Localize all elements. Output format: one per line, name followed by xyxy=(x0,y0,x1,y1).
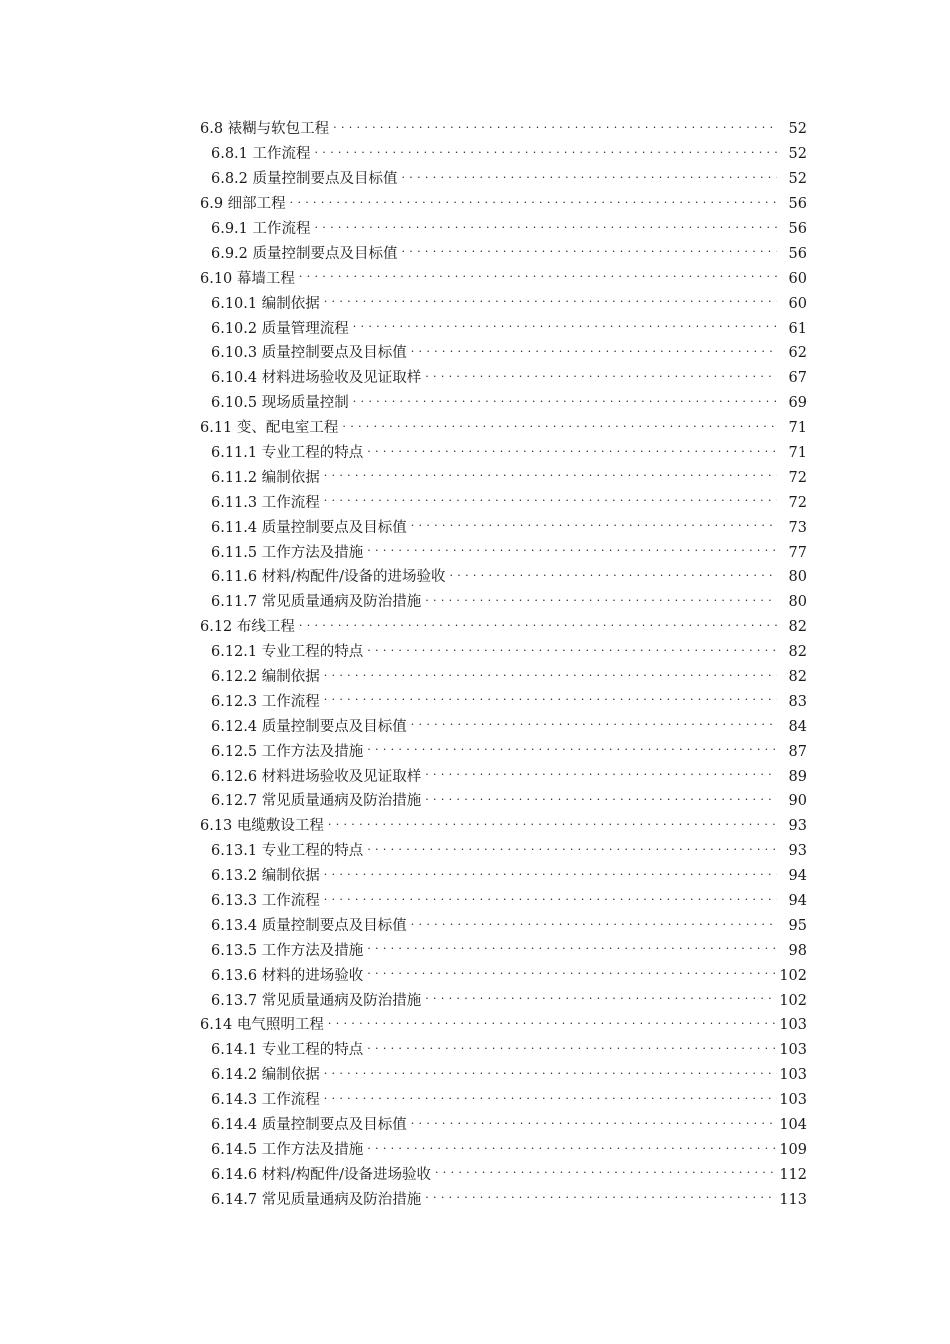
toc-entry-31[interactable] xyxy=(200,888,807,913)
toc-entry-19[interactable] xyxy=(200,589,807,614)
toc-leader-dots xyxy=(402,166,777,183)
toc-entry-page-number: 93 xyxy=(788,843,807,860)
toc-entry-title: 6.14.2 编制依据 xyxy=(211,1067,320,1084)
toc-leader-dots xyxy=(450,564,778,581)
toc-entry-38[interactable] xyxy=(200,1062,807,1087)
toc-entry-page-number: 103 xyxy=(779,1092,807,1109)
toc-entry-title: 6.12.6 材料进场验收及见证取样 xyxy=(211,768,422,785)
toc-entry-title: 6.13.3 工作流程 xyxy=(211,893,320,909)
toc-entry-title: 6.9.2 质量控制要点及目标值 xyxy=(211,245,398,262)
toc-leader-dots xyxy=(367,539,777,556)
toc-leader-dots xyxy=(367,1037,777,1054)
toc-entry-title: 6.11.3 工作流程 xyxy=(211,494,320,511)
toc-leader-dots xyxy=(353,390,777,407)
toc-leader-dots xyxy=(315,216,777,233)
toc-entry-page-number: 52 xyxy=(788,171,807,188)
toc-entry-title: 6.9.1 工作流程 xyxy=(211,220,311,237)
toc-entry-7[interactable] xyxy=(200,290,807,315)
toc-entry-18[interactable] xyxy=(200,564,807,589)
toc-entry-36[interactable] xyxy=(200,1012,807,1037)
toc-entry-page-number: 62 xyxy=(788,345,807,362)
toc-leader-dots xyxy=(402,240,777,257)
toc-entry-page-number: 52 xyxy=(788,121,807,138)
toc-entry-22[interactable] xyxy=(200,664,807,689)
toc-entry-5[interactable] xyxy=(200,240,807,265)
toc-entry-title: 6.11.6 材料/构配件/设备的进场验收 xyxy=(211,569,446,586)
toc-leader-dots xyxy=(324,888,777,905)
toc-entry-page-number: 69 xyxy=(788,395,807,412)
toc-entry-30[interactable] xyxy=(200,863,807,888)
toc-entry-42[interactable] xyxy=(200,1161,807,1186)
toc-entry-24[interactable] xyxy=(200,713,807,738)
toc-entry-page-number: 60 xyxy=(788,295,807,312)
toc-leader-dots xyxy=(328,1012,777,1029)
toc-entry-11[interactable] xyxy=(200,390,807,415)
toc-entry-page-number: 82 xyxy=(788,668,807,685)
toc-leader-dots xyxy=(324,464,777,481)
toc-entry-27[interactable] xyxy=(200,788,807,813)
toc-entry-page-number: 82 xyxy=(788,644,807,661)
toc-entry-title: 6.14.6 材料/构配件/设备进场验收 xyxy=(211,1166,431,1183)
toc-entry-title: 6.9 细部工程 xyxy=(200,196,286,213)
toc-entry-title: 6.10 幕墙工程 xyxy=(200,270,295,287)
toc-entry-page-number: 98 xyxy=(788,942,807,959)
toc-entry-title: 6.13.7 常见质量通病及防治措施 xyxy=(211,992,422,1009)
toc-entry-title: 6.10.2 质量管理流程 xyxy=(211,320,349,337)
toc-entry-37[interactable] xyxy=(200,1037,807,1062)
toc-leader-dots xyxy=(425,589,777,606)
toc-entry-page-number: 87 xyxy=(788,743,807,760)
toc-leader-dots xyxy=(425,1186,777,1203)
toc-entry-33[interactable] xyxy=(200,937,807,962)
toc-leader-dots xyxy=(411,514,777,531)
toc-entry-title: 6.11.7 常见质量通病及防治措施 xyxy=(211,594,422,611)
toc-entry-title: 6.8 裱糊与软包工程 xyxy=(200,121,330,138)
toc-entry-title: 6.10.3 质量控制要点及目标值 xyxy=(211,345,407,362)
toc-entry-title: 6.11.5 工作方法及措施 xyxy=(211,544,364,561)
toc-entry-title: 6.11.1 专业工程的特点 xyxy=(211,444,364,461)
toc-leader-dots xyxy=(425,365,777,382)
toc-entry-3[interactable] xyxy=(200,191,807,216)
toc-entry-page-number: 89 xyxy=(788,768,807,785)
toc-entry-page-number: 56 xyxy=(788,196,807,213)
toc-entry-page-number: 52 xyxy=(788,146,807,163)
toc-entry-title: 6.13 电缆敷设工程 xyxy=(200,818,324,835)
toc-leader-dots xyxy=(324,863,777,880)
toc-entry-title: 6.12 布线工程 xyxy=(200,619,295,636)
toc-leader-dots xyxy=(425,763,777,780)
toc-entry-page-number: 71 xyxy=(788,420,807,437)
toc-entry-43[interactable] xyxy=(200,1186,807,1211)
toc-entry-page-number: 104 xyxy=(779,1117,807,1134)
toc-entry-title: 6.11.2 编制依据 xyxy=(211,469,320,486)
toc-leader-dots xyxy=(299,614,777,631)
toc-entry-title: 6.14.4 质量控制要点及目标值 xyxy=(211,1117,407,1134)
toc-entry-title: 6.8.1 工作流程 xyxy=(211,146,311,163)
toc-entry-page-number: 109 xyxy=(779,1141,807,1158)
toc-entry-25[interactable] xyxy=(200,738,807,763)
toc-entry-title: 6.14.3 工作流程 xyxy=(211,1092,320,1109)
toc-entry-29[interactable] xyxy=(200,838,807,863)
toc-leader-dots xyxy=(367,639,777,656)
toc-leader-dots xyxy=(315,141,777,158)
toc-leader-dots xyxy=(324,1087,777,1104)
toc-leader-dots xyxy=(324,1062,777,1079)
toc-entry-26[interactable] xyxy=(200,763,807,788)
toc-entry-page-number: 73 xyxy=(788,519,807,536)
toc-leader-dots xyxy=(411,913,777,930)
toc-entry-page-number: 56 xyxy=(788,245,807,262)
toc-leader-dots xyxy=(425,987,777,1004)
toc-entry-21[interactable] xyxy=(200,639,807,664)
toc-entry-34[interactable] xyxy=(200,962,807,987)
toc-entry-page-number: 60 xyxy=(788,270,807,287)
toc-leader-dots xyxy=(411,340,777,357)
toc-entry-page-number: 93 xyxy=(788,818,807,835)
toc-entry-17[interactable] xyxy=(200,539,807,564)
toc-entry-title: 6.14.7 常见质量通病及防治措施 xyxy=(211,1191,422,1208)
toc-entry-page-number: 112 xyxy=(779,1166,807,1183)
toc-entry-page-number: 103 xyxy=(779,1067,807,1084)
toc-leader-dots xyxy=(342,415,777,432)
toc-leader-dots xyxy=(367,1137,777,1154)
toc-entry-title: 6.12.3 工作流程 xyxy=(211,693,320,710)
toc-entry-title: 6.13.6 材料的进场验收 xyxy=(211,967,364,984)
toc-entry-4[interactable] xyxy=(200,216,807,241)
toc-leader-dots xyxy=(367,440,777,457)
toc-entry-6[interactable] xyxy=(200,265,807,290)
toc-entry-20[interactable] xyxy=(200,614,807,639)
toc-entry-page-number: 72 xyxy=(788,469,807,486)
toc-entry-13[interactable] xyxy=(200,440,807,465)
toc-entry-page-number: 113 xyxy=(779,1191,807,1208)
toc-entry-page-number: 80 xyxy=(788,569,807,586)
toc-entry-title: 6.14 电气照明工程 xyxy=(200,1017,324,1034)
toc-entry-1[interactable] xyxy=(200,141,807,166)
toc-entry-title: 6.10.5 现场质量控制 xyxy=(211,395,349,412)
toc-entry-page-number: 82 xyxy=(788,619,807,636)
toc-entry-title: 6.14.5 工作方法及措施 xyxy=(211,1141,364,1158)
toc-entry-title: 6.13.4 质量控制要点及目标值 xyxy=(211,917,407,934)
toc-entry-8[interactable] xyxy=(200,315,807,340)
toc-entry-title: 6.11 变、配电室工程 xyxy=(200,420,339,437)
toc-leader-dots xyxy=(353,315,777,332)
toc-entry-title: 6.13.5 工作方法及措施 xyxy=(211,942,364,959)
toc-entry-page-number: 80 xyxy=(788,594,807,611)
toc-entry-32[interactable] xyxy=(200,913,807,938)
toc-entry-page-number: 103 xyxy=(779,1042,807,1059)
toc-entry-page-number: 61 xyxy=(788,320,807,337)
toc-entry-title: 6.10.4 材料进场验收及见证取样 xyxy=(211,370,422,387)
toc-leader-dots xyxy=(411,713,777,730)
toc-leader-dots xyxy=(324,664,777,681)
toc-entry-0[interactable] xyxy=(200,116,807,141)
table-of-contents xyxy=(200,116,807,1211)
toc-entry-title: 6.11.4 质量控制要点及目标值 xyxy=(211,519,407,536)
toc-leader-dots xyxy=(290,191,777,208)
toc-leader-dots xyxy=(299,265,777,282)
toc-entry-41[interactable] xyxy=(200,1137,807,1162)
toc-entry-title: 6.12.2 编制依据 xyxy=(211,668,320,685)
toc-entry-23[interactable] xyxy=(200,688,807,713)
toc-entry-9[interactable] xyxy=(200,340,807,365)
toc-leader-dots xyxy=(367,838,777,855)
toc-entry-14[interactable] xyxy=(200,464,807,489)
toc-entry-page-number: 90 xyxy=(788,793,807,810)
toc-leader-dots xyxy=(425,788,777,805)
toc-entry-page-number: 94 xyxy=(788,868,807,885)
toc-entry-page-number: 72 xyxy=(788,494,807,511)
toc-entry-page-number: 102 xyxy=(779,967,807,984)
toc-entry-12[interactable] xyxy=(200,415,807,440)
toc-entry-39[interactable] xyxy=(200,1087,807,1112)
toc-entry-title: 6.12.1 专业工程的特点 xyxy=(211,644,364,661)
toc-leader-dots xyxy=(324,688,777,705)
toc-entry-35[interactable] xyxy=(200,987,807,1012)
toc-entry-title: 6.8.2 质量控制要点及目标值 xyxy=(211,171,398,188)
toc-leader-dots xyxy=(435,1161,777,1178)
toc-entry-title: 6.10.1 编制依据 xyxy=(211,295,320,312)
toc-leader-dots xyxy=(324,489,777,506)
toc-entry-page-number: 83 xyxy=(788,693,807,710)
toc-entry-title: 6.13.1 专业工程的特点 xyxy=(211,843,364,860)
toc-leader-dots xyxy=(367,738,777,755)
toc-entry-2[interactable] xyxy=(200,166,807,191)
toc-entry-title: 6.12.4 质量控制要点及目标值 xyxy=(211,718,407,735)
toc-entry-28[interactable] xyxy=(200,813,807,838)
toc-entry-title: 6.12.5 工作方法及措施 xyxy=(211,743,364,760)
toc-entry-page-number: 94 xyxy=(788,893,807,909)
toc-entry-title: 6.14.1 专业工程的特点 xyxy=(211,1042,364,1059)
toc-entry-page-number: 67 xyxy=(788,370,807,387)
toc-entry-page-number: 95 xyxy=(788,917,807,934)
toc-entry-page-number: 56 xyxy=(788,220,807,237)
toc-entry-page-number: 71 xyxy=(788,444,807,461)
toc-entry-10[interactable] xyxy=(200,365,807,390)
toc-entry-page-number: 102 xyxy=(779,992,807,1009)
toc-entry-16[interactable] xyxy=(200,514,807,539)
toc-leader-dots xyxy=(333,116,777,133)
toc-leader-dots xyxy=(411,1112,777,1129)
toc-leader-dots xyxy=(367,962,777,979)
toc-entry-page-number: 84 xyxy=(788,718,807,735)
toc-entry-40[interactable] xyxy=(200,1112,807,1137)
toc-leader-dots xyxy=(328,813,777,830)
toc-entry-15[interactable] xyxy=(200,489,807,514)
toc-entry-page-number: 77 xyxy=(788,544,807,561)
toc-entry-title: 6.12.7 常见质量通病及防治措施 xyxy=(211,793,422,810)
toc-entry-title: 6.13.2 编制依据 xyxy=(211,868,320,885)
toc-entry-page-number: 103 xyxy=(779,1017,807,1034)
toc-leader-dots xyxy=(324,290,777,307)
toc-leader-dots xyxy=(367,937,777,954)
